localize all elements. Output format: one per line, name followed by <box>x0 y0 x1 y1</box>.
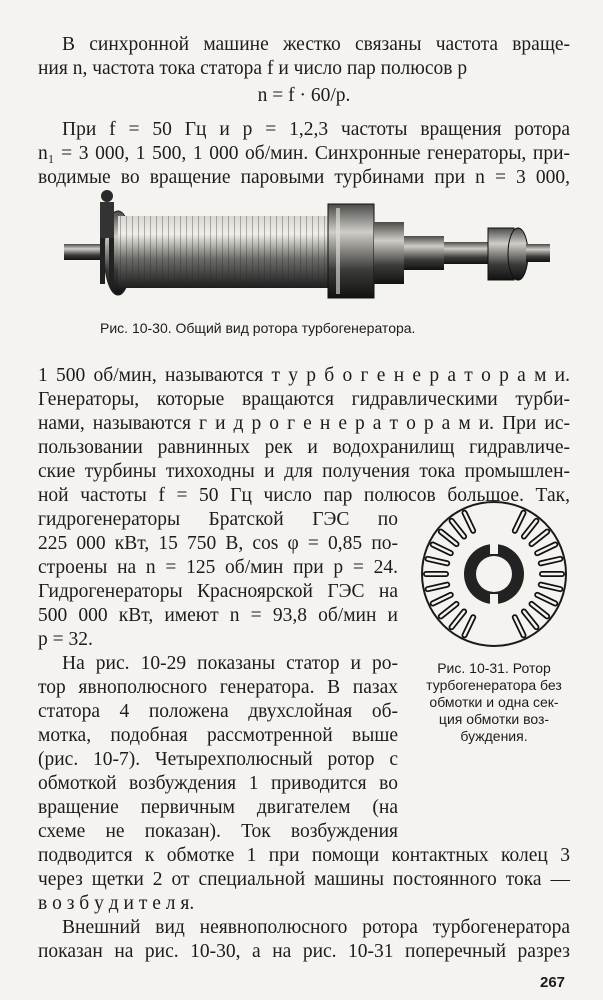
rotor-slot-inner <box>452 521 464 537</box>
text-line: На рис. 10-29 показаны статор и ро- <box>62 653 398 674</box>
key-slot <box>490 594 498 604</box>
text-line: мотка, подобная рассмотренной выше <box>38 725 398 746</box>
text-line: 1 500 об/мин, называются т у р б о г е н е р а т о р а м и. <box>38 365 570 386</box>
text-line: гидрогенераторы Братской ГЭС по <box>38 509 398 530</box>
text-line: схеме не показан). Ток возбуждения <box>38 821 398 842</box>
text-line: ния n, частота тока статора f и число пар полюсов p <box>38 58 468 79</box>
text-line: показан на рис. 10-30, а на рис. 10-31 поперечный разрез <box>38 941 570 962</box>
rotor-slot-inner <box>524 521 536 537</box>
text-line: В синхронной машине жестко связаны частота враще- <box>62 34 570 55</box>
text-line: Внешний вид неявнополюсного ротора турбогенератора <box>62 917 570 938</box>
text-line: Генераторы, которые вращаются гидравлическими турби- <box>38 389 570 410</box>
figure-caption: Рис. 10-30. Общий вид ротора турбогенератора. <box>100 320 416 336</box>
text-line: подводится к обмотке 1 при помощи контактных колец 3 <box>38 845 570 866</box>
rotor-cross-section-figure <box>414 494 574 654</box>
text-line: ские турбины тихоходны и для получения тока промышлен- <box>38 461 570 482</box>
text-line: вращение первичным двигателем (на <box>38 797 398 818</box>
rotor-slot-inner <box>532 532 548 544</box>
figure-caption: обмотки и одна сек- <box>429 694 559 710</box>
page-number: 267 <box>540 974 566 991</box>
figure-caption: ция обмотки воз- <box>438 711 550 727</box>
text-line: строены на n = 125 об/мин при p = 24. <box>38 557 398 578</box>
shaft-center <box>476 556 512 592</box>
text-line: нами, называются г и д р о г е н е р а т о р а м и. При ис- <box>38 413 570 434</box>
text-line: водимые во вращение паровыми турбинами при n = 3 000, <box>38 167 570 188</box>
rotor-slot-inner <box>532 604 548 616</box>
text-line: p = 32. <box>38 629 93 650</box>
rotor-slot-inner <box>524 612 536 628</box>
text-line: При f = 50 Гц и p = 1,2,3 частоты вращения ротора <box>62 119 570 140</box>
text-line: пользовании равнинных рек и водохранилищ гидравличе- <box>38 437 570 458</box>
text-line: в о з б у д и т е л я. <box>38 893 195 914</box>
rotor-slot-inner <box>441 604 457 616</box>
text-line: тор явнополюсного генератора. В пазах <box>38 677 398 698</box>
text-line: Гидрогенераторы Красноярской ГЭС на <box>38 581 398 602</box>
text-line: (рис. 10-7). Четырехполюсный ротор с <box>38 749 398 770</box>
rotor-slot-inner <box>452 612 464 628</box>
figure-caption: Рис. 10-31. Ротор <box>437 660 551 676</box>
text-line: n₁ = 3 000, 1 500, 1 000 об/мин. Синхронные генераторы, при- <box>38 143 570 164</box>
text-line: ной частоты f = 50 Гц число пар полюсов большое. Так, <box>38 485 570 506</box>
formula: n = f · 60/p. <box>257 85 351 106</box>
key-slot <box>490 544 498 554</box>
text-line: статора 4 положена двухслойная об- <box>38 701 398 722</box>
figure-caption: буждения. <box>460 728 528 744</box>
turbogenerator-rotor-figure <box>60 186 560 314</box>
text-line: 225 000 кВт, 15 750 В, cos φ = 0,85 по- <box>38 533 398 554</box>
text-line: 500 000 кВт, имеют n = 93,8 об/мин и <box>38 605 398 626</box>
rotor-slot-inner <box>441 532 457 544</box>
text-line: через щетки 2 от специальной машины постоянного тока — <box>38 869 570 890</box>
text-line: обмоткой возбуждения 1 приводится во <box>38 773 398 794</box>
figure-caption: турбогенератора без <box>426 677 562 693</box>
